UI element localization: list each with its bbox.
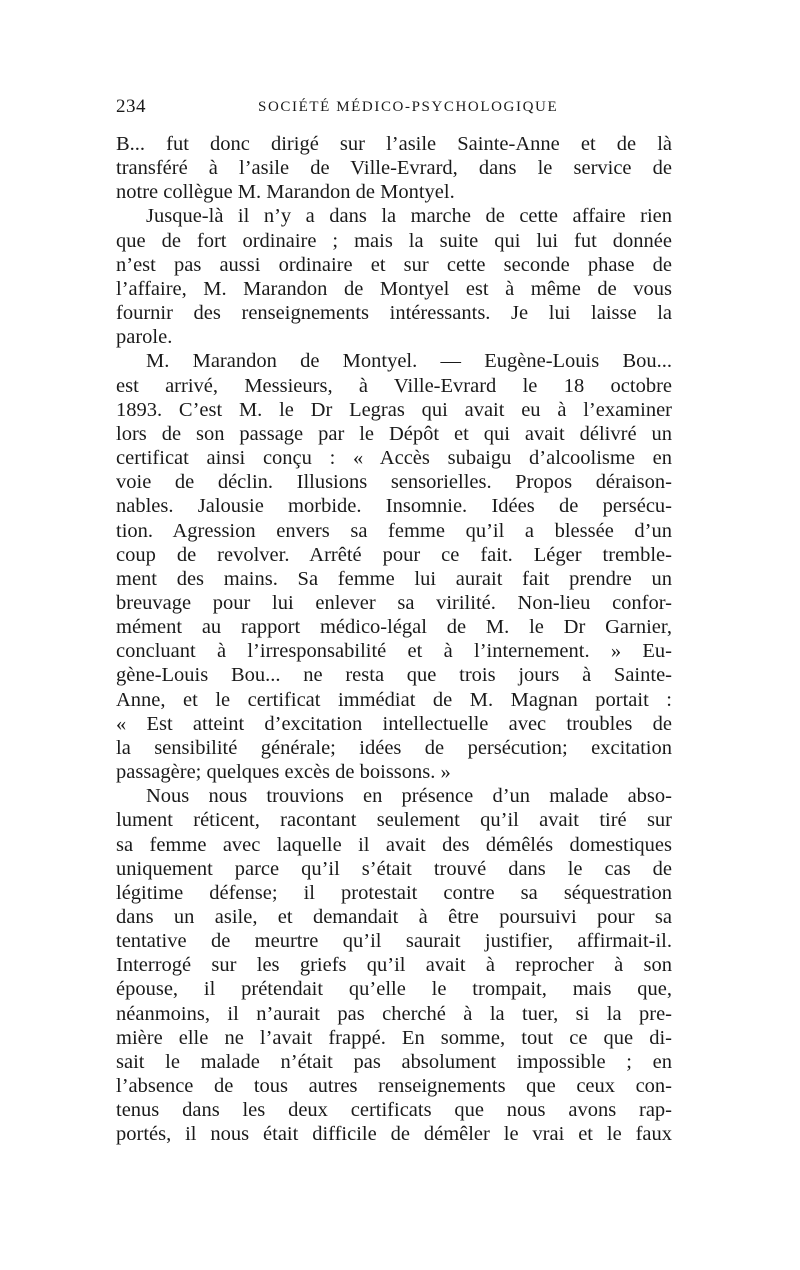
text-line: breuvage pour lui enlever sa virilité. Non-lieu confor- xyxy=(116,591,672,614)
text-line: transféré à l’asile de Ville-Evrard, dans le service de xyxy=(116,157,672,180)
text-line: tion. Agression envers sa femme qu’il a blessée d’un xyxy=(116,519,672,542)
text-line: mément au rapport médico-légal de M. le Dr Garnier, xyxy=(116,616,672,639)
text-line: tenus dans les deux certificats que nous avons rap- xyxy=(116,1099,672,1122)
page-header xyxy=(116,96,672,122)
text-line: notre collègue M. Marandon de Montyel. xyxy=(116,181,455,204)
text-line: uniquement parce qu’il s’était trouvé dans le cas de xyxy=(116,857,672,880)
text-line: 1893. C’est M. le Dr Legras qui avait eu à l’examiner xyxy=(116,398,672,421)
text-line: nables. Jalousie morbide. Insomnie. Idées de persécu- xyxy=(116,495,672,518)
page-number: 234 xyxy=(116,96,146,117)
text-line: portés, il nous était difficile de démêler le vrai et le faux xyxy=(116,1123,672,1146)
text-line: M. Marandon de Montyel. — Eugène-Louis Bou... xyxy=(146,350,672,373)
text-line: B... fut donc dirigé sur l’asile Sainte-Anne et de là xyxy=(116,133,672,155)
text-line: Anne, et le certificat immédiat de M. Magnan portait : xyxy=(116,688,672,711)
text-line: « Est atteint d’excitation intellectuelle avec troubles de xyxy=(116,712,672,735)
text-line: épouse, il prétendait qu’elle le trompait, mais que, xyxy=(116,978,672,1001)
text-line: l’affaire, M. Marandon de Montyel est à même de vous xyxy=(116,277,672,300)
running-head: SOCIÉTÉ MÉDICO-PSYCHOLOGIQUE xyxy=(258,99,559,115)
text-line: n’est pas aussi ordinaire et sur cette seconde phase de xyxy=(116,253,672,276)
text-line: Jusque-là il n’y a dans la marche de cette affaire rien xyxy=(146,205,672,228)
text-line: gène-Louis Bou... ne resta que trois jours à Sainte- xyxy=(116,664,672,687)
text-line: lors de son passage par le Dépôt et qui avait délivré un xyxy=(116,422,672,445)
text-line: passagère; quelques excès de boissons. » xyxy=(116,761,451,784)
text-line: mière elle ne l’avait frappé. En somme, tout ce que di- xyxy=(116,1026,672,1049)
text-line: Interrogé sur les griefs qu’il avait à reprocher à son xyxy=(116,954,672,977)
body-text xyxy=(116,132,672,1147)
text-line: Nous nous trouvions en présence d’un malade abso- xyxy=(146,785,672,808)
text-line: concluant à l’irresponsabilité et à l’internement. » Eu- xyxy=(116,640,672,663)
text-line: fournir des renseignements intéressants. Je lui laisse la xyxy=(116,302,672,325)
text-line: coup de revolver. Arrêté pour ce fait. Léger tremble- xyxy=(116,543,672,566)
text-line: que de fort ordinaire ; mais la suite qui lui fut donnée xyxy=(116,229,672,252)
text-line: certificat ainsi conçu : « Accès subaigu d’alcoolisme en xyxy=(116,447,672,470)
text-line: sa femme avec laquelle il avait des démêlés domestiques xyxy=(116,833,672,856)
text-line: ment des mains. Sa femme lui aurait fait prendre un xyxy=(116,567,672,590)
text-line: sait le malade n’était pas absolument impossible ; en xyxy=(116,1050,672,1073)
book-page xyxy=(116,96,672,1147)
text-line: est arrivé, Messieurs, à Ville-Evrard le 18 octobre xyxy=(116,374,672,397)
text-line: néanmoins, il n’aurait pas cherché à la tuer, si la pre- xyxy=(116,1002,672,1025)
text-line: voie de déclin. Illusions sensorielles. Propos déraison- xyxy=(116,471,672,494)
text-line: tentative de meurtre qu’il saurait justifier, affirmait-il. xyxy=(116,930,672,953)
text-line: légitime défense; il protestait contre sa séquestration xyxy=(116,881,672,904)
text-line: la sensibilité générale; idées de persécution; excitation xyxy=(116,736,672,759)
text-line: parole. xyxy=(116,326,173,349)
text-line: dans un asile, et demandait à être poursuivi pour sa xyxy=(116,906,672,928)
text-line: l’absence de tous autres renseignements que ceux con- xyxy=(116,1075,672,1098)
text-line: lument réticent, racontant seulement qu’il avait tiré sur xyxy=(116,809,672,832)
